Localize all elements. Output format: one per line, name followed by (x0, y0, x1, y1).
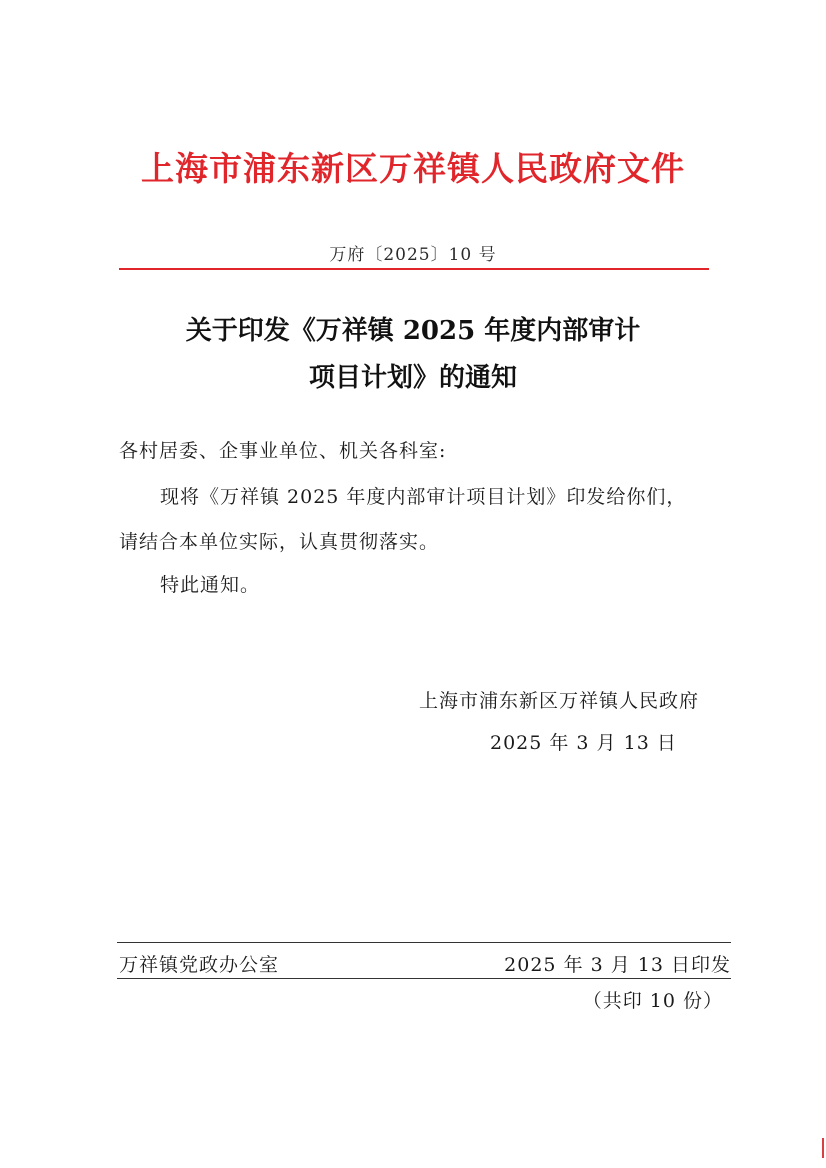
notice-title (0, 308, 826, 402)
footer-bottom-rule (117, 978, 731, 979)
body-paragraph-line-1: 现将《万祥镇 2025 年度内部审计项目计划》印发给你们， (160, 486, 687, 508)
closing-remark: 特此通知。 (160, 574, 261, 596)
signature-date: 2025 年 3 月 13 日 (490, 732, 677, 754)
signature-organization: 上海市浦东新区万祥镇人民政府 (419, 690, 700, 712)
footer-top-rule (117, 942, 731, 943)
red-divider (119, 268, 709, 270)
notice-title-line-2: 项目计划》的通知 (308, 363, 517, 393)
issuing-office: 万祥镇党政办公室 (119, 954, 280, 976)
issuer-title: 上海市浦东新区万祥镇人民政府文件 (141, 149, 685, 188)
copies-count: （共印 10 份） (582, 990, 723, 1012)
document-number: 万府〔2025〕10 号 (329, 245, 497, 265)
salutation: 各村居委、企事业单位、机关各科室: (119, 440, 447, 462)
notice-title-line-1: 关于印发《万祥镇 2025 年度内部审计 (185, 316, 641, 346)
scan-edge-mark (822, 1138, 824, 1158)
body-paragraph-line-2: 请结合本单位实际，认真贯彻落实。 (119, 531, 440, 553)
printed-date: 2025 年 3 月 13 日印发 (504, 954, 731, 976)
